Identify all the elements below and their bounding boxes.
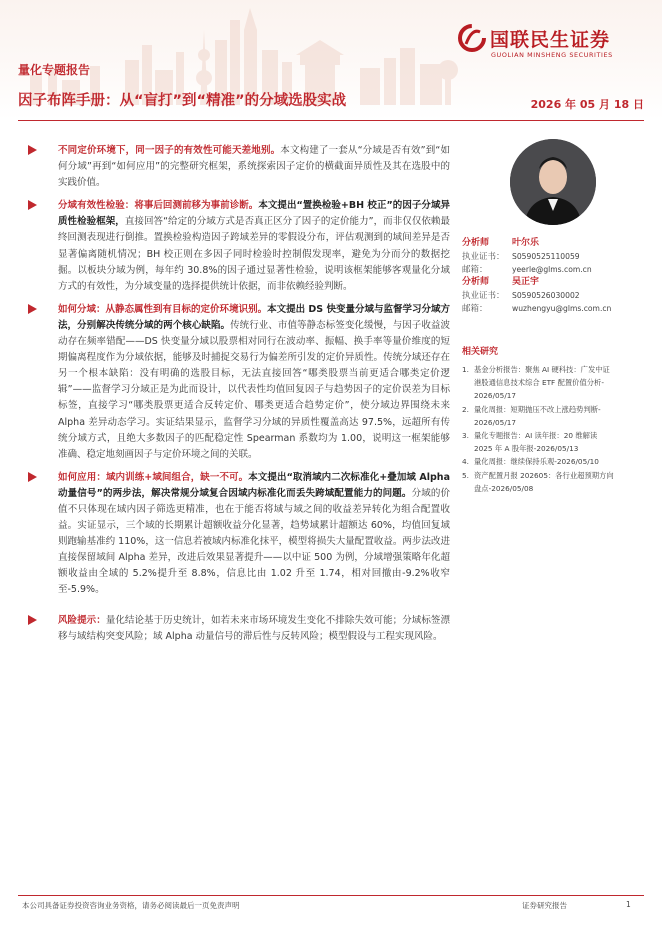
report-date: 2026 年 05 月 18 日	[530, 98, 644, 111]
report-type: 量化专题报告	[18, 63, 91, 77]
analyst-name: 吴正宇	[512, 277, 540, 287]
related-research-item[interactable]: 1. 基金分析报告：聚焦 AI 硬科技：广发中证 港股通信息技术综合 ETF 配置价值分析- 2026/05/17	[462, 365, 610, 401]
page-title: 因子布阵手册：从“盲打”到“精准”的分域选股实战	[18, 93, 347, 109]
header-divider	[18, 120, 644, 121]
page-number: 1	[626, 900, 631, 909]
analyst-email[interactable]: yeerle@glms.com.cn	[512, 265, 592, 274]
footer-doc-type: 证券研究报告	[522, 901, 567, 910]
bullet-arrow-icon	[28, 145, 37, 155]
related-research-item[interactable]: 3. 量化专题报告：AI 读年报：20 维解读 2025 年 A 股年报-2026/05/13	[462, 431, 598, 454]
risk-text: 量化结论基于历史统计，如若未来市场环境发生变化不排除失效可能；分域标签漂移与域结构突变风险；域 Alpha 动量信号的滞后性与反转风险；模型假设与工程实现风险。	[58, 614, 450, 642]
bullet-arrow-icon	[28, 304, 37, 314]
related-research-item[interactable]: 4. 量化周报：继续保持乐观-2026/05/10	[462, 457, 599, 467]
analyst-role: 分析师	[462, 277, 490, 287]
bullet-arrow-icon	[28, 200, 37, 210]
paragraph-bold: 本文提出“置换检验+BH 校正”的因子分域异质性检验框架，	[58, 200, 450, 228]
paragraph-text: 本文构建了一套从“分域是否有效”到“如何分域”再到“如何应用”的完整研究框架，系统探索因子定价的横截面异质性及其在选股中的实践价值。	[58, 145, 450, 189]
cert-number: S0590525110059	[512, 252, 580, 261]
brand-logo	[458, 22, 648, 66]
footer-disclaimer: 本公司具备证券投资咨询业务资格，请务必阅读最后一页免责声明	[22, 901, 240, 910]
bullet-arrow-icon	[28, 472, 37, 482]
footer-divider	[18, 895, 644, 896]
summary-paragraph	[26, 470, 450, 599]
paragraph-text: 直接回答“给定的分域方式是否真正区分了因子的定价能力”，而非仅仅依赖最终回测表现进行倒推。置换检验构造因子跨域差异的零假设分布，评估观测到的域间差异是否显著偏离随机情况；BH 校正则在多因子同时检验时控制假发现率，避免为分而分的数据挖掘。以板块分域为例，每年约 30.8%的因子通过显著性检验，说明该框架能够客观量化分域方式的有效性，为分域变量的选择提供统计依据，而非依赖经验判断。	[58, 216, 450, 292]
paragraph-bold: 本文提出 DS 快变量分域与监督学习分域方法，分别解决传统分域的两个核心缺陷。	[58, 303, 450, 331]
analyst-email[interactable]: wuzhengyu@glms.com.cn	[512, 304, 612, 313]
risk-label: 风险提示：	[58, 614, 106, 626]
summary-section	[26, 143, 450, 652]
analyst-card	[462, 237, 652, 276]
analyst-role: 分析师	[462, 238, 490, 248]
related-research-item[interactable]: 5. 资产配置月报 202605：各行业超预期方向 盘点-2026/05/08	[462, 470, 614, 493]
paragraph-lead: 分域有效性检验：将事后回测前移为事前诊断。	[58, 200, 259, 212]
logo-english-text: GUOLIAN MINSHENG SECURITIES	[491, 51, 613, 59]
email-label: 邮箱：	[462, 304, 488, 314]
analyst-name: 叶尔乐	[512, 238, 540, 248]
logo-chinese-text: 国联民生证券	[490, 29, 611, 51]
paragraph-lead: 不同定价环境下，同一因子的有效性可能天差地别。	[58, 145, 281, 156]
analyst-card	[462, 276, 652, 315]
related-research-title: 相关研究	[462, 347, 499, 357]
cert-number: S0590526030002	[512, 291, 580, 300]
summary-paragraph	[26, 143, 450, 191]
email-label: 邮箱：	[462, 265, 488, 275]
summary-paragraph	[26, 198, 450, 295]
risk-warning	[26, 613, 450, 645]
paragraph-text: 传统行业、市值等静态标签变化缓慢，与因子收益波动存在频率错配——DS 快变量分域以股票相对同行在波动率、振幅、换手率等量价维度的短期偏离程度作为分域依据，能够及时捕捉交易行为偏差所引发的定价异质性。传统分域还存在另一个根本缺陷：没有明确的选股目标，无法直接回答“哪类股票当前更适合哪类定价逻辑”——监督学习分域正是为此而设计，以代表性均值回复因子与趋势因子的定价误差为目标标签，直接学习“哪类股票更适合反转定价、哪类更适合趋势定价”，使分域边界围绕未来 Alpha 差异动态学习。实证结果显示，监督学习分域的异质性覆盖高达 97.5%，远超所有传统分域方式，且绝大多数因子的匹配稳定性 Spearman 系数均为 1.00，说明这一框架能够准确、稳定地刻画因子与定价环境之间的关联。	[58, 319, 450, 460]
paragraph-lead: 如何应用：域内训练+域间组合，缺一不可。	[58, 471, 249, 483]
analyst-photo-icon	[510, 139, 596, 225]
cert-label: 执业证书：	[462, 252, 505, 262]
related-research	[462, 344, 652, 495]
related-research-item[interactable]: 2. 量化周报：短期抛压不改上涨趋势判断- 2026/05/17	[462, 404, 601, 427]
paragraph-lead: 如何分域：从静态属性到有目标的定价环境识别。	[58, 303, 268, 315]
bullet-arrow-icon	[28, 615, 37, 625]
logo-mark-icon	[458, 24, 486, 52]
paragraph-text: 分域的价值不只体现在域内因子筛选更精准，也在于能否将域与域之间的收益差异转化为组合配置收益。实证显示，三个域的长期累计超额收益分化显著，趋势域累计超额达 60%，均值回复域则跑输基准约 110%，这一信息若被域内标准化抹平，模型将损失大量配置收益。两步法改进直接保留域间 Alpha 差异，改进后效果显著提升——以中证 500 为例，分域增强策略年化超额收益由全域的 5.2%提升至 8.8%，信息比由 1.02 升至 1.74，相对回撤由-9.2%收窄至-5.9%。	[58, 487, 450, 596]
paragraph-bold: 本文提出“取消域内二次标准化+叠加域 Alpha 动量信号”的两步法，解决常规分域复合因域内标准化而丢失跨域配置能力的问题。	[58, 471, 450, 499]
summary-paragraph	[26, 302, 450, 463]
cert-label: 执业证书：	[462, 291, 505, 301]
